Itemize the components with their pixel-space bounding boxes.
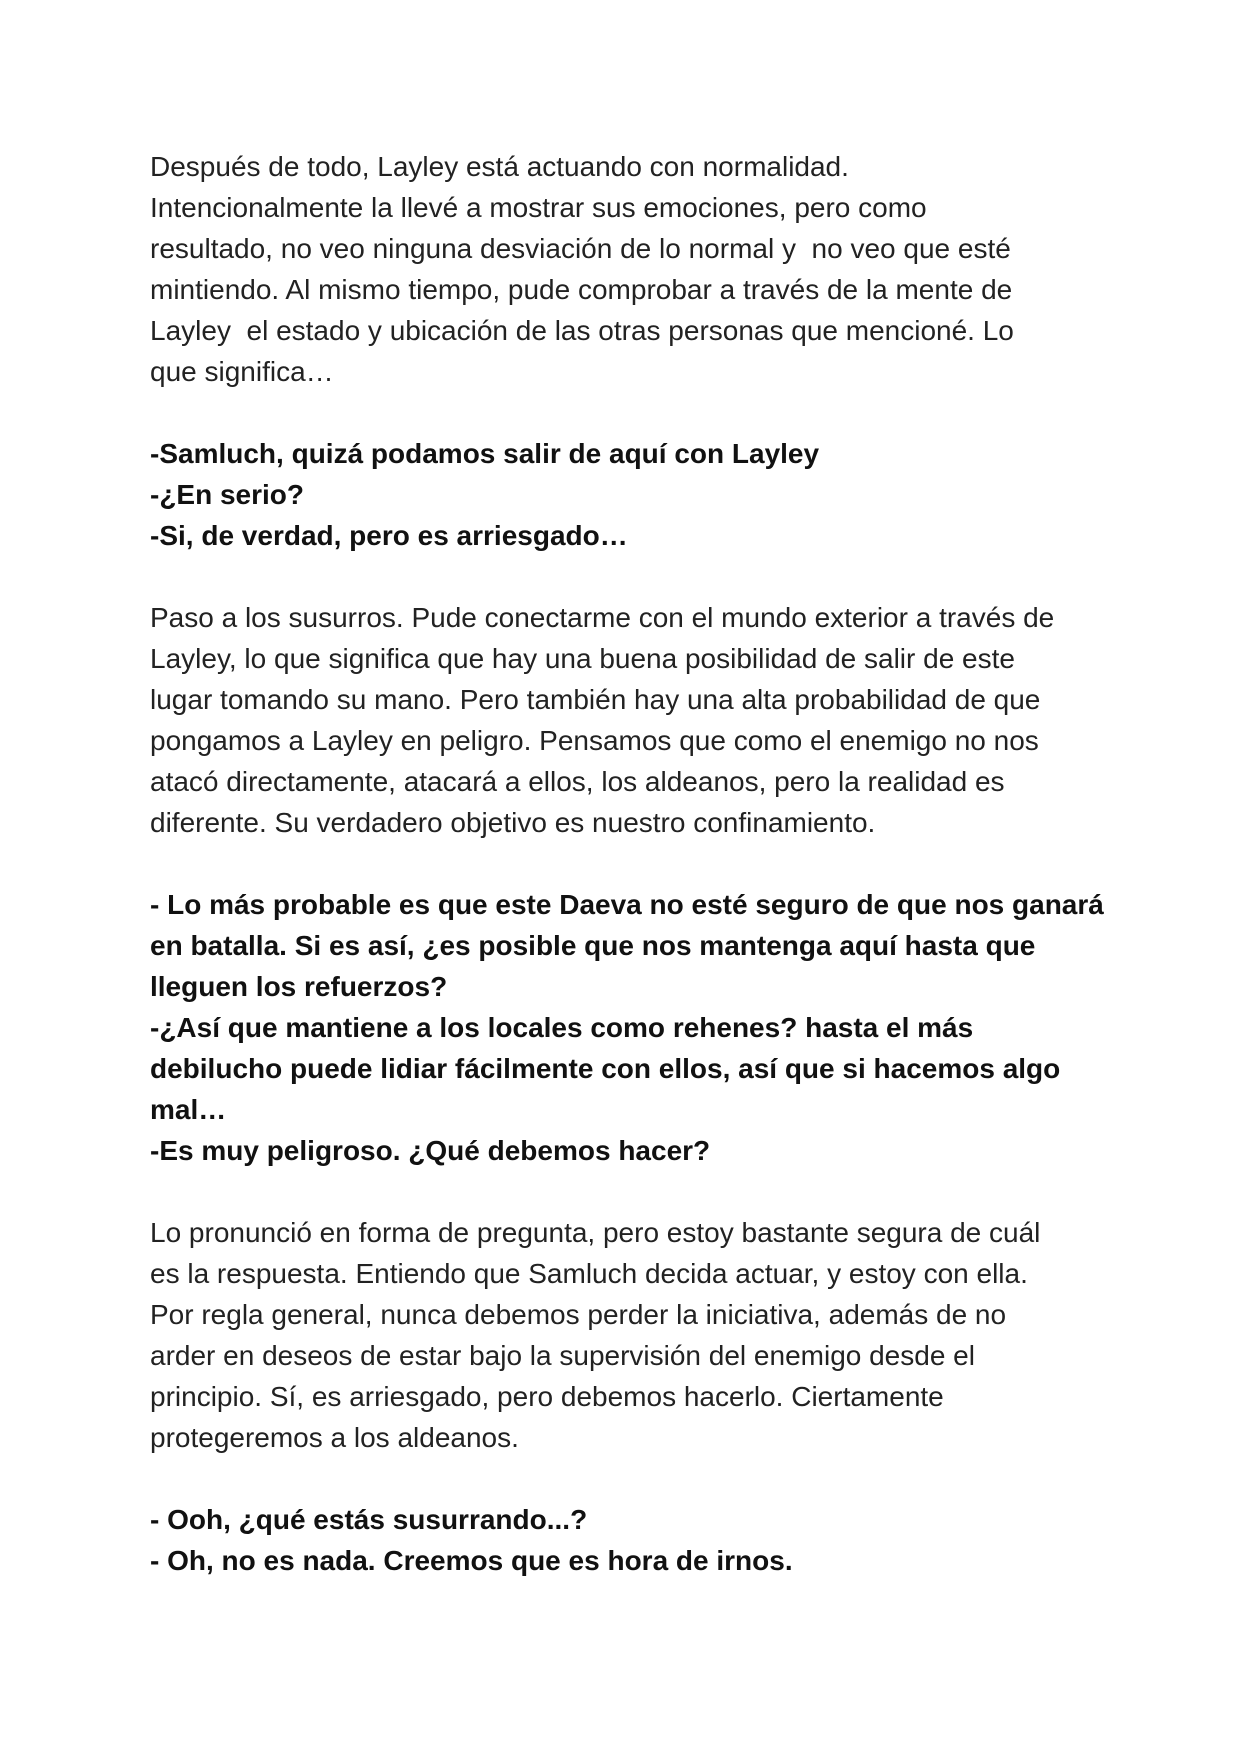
text-line: Layley, lo que significa que hay una buena posibilidad de salir de este: [150, 643, 1015, 674]
dialogue-line: -¿Así que mantiene a los locales como rehenes? hasta el más: [150, 1012, 974, 1043]
text-line: Intencionalmente la llevé a mostrar sus emociones, pero como: [150, 192, 927, 223]
dialogue-line: mal…: [150, 1094, 227, 1125]
text-line: atacó directamente, atacará a ellos, los aldeanos, pero la realidad es: [150, 766, 1005, 797]
text-line: arder en deseos de estar bajo la supervisión del enemigo desde el: [150, 1340, 975, 1371]
dialogue-paragraph: [150, 884, 1110, 1171]
dialogue-line: -Si, de verdad, pero es arriesgado…: [150, 520, 628, 551]
dialogue-line: - Lo más probable es que este Daeva no esté seguro de que nos ganará: [150, 889, 1104, 920]
text-line: es la respuesta. Entiendo que Samluch decida actuar, y estoy con ella.: [150, 1258, 1028, 1289]
text-line: protegeremos a los aldeanos.: [150, 1422, 519, 1453]
text-line: Lo pronunció en forma de pregunta, pero estoy bastante segura de cuál: [150, 1217, 1041, 1248]
text-line: principio. Sí, es arriesgado, pero debemos hacerlo. Ciertamente: [150, 1381, 944, 1412]
text-line: lugar tomando su mano. Pero también hay una alta probabilidad de que: [150, 684, 1041, 715]
dialogue-line: -¿En serio?: [150, 479, 305, 510]
dialogue-line: en batalla. Si es así, ¿es posible que nos mantenga aquí hasta que: [150, 930, 1036, 961]
dialogue-line: -Samluch, quizá podamos salir de aquí con Layley: [150, 438, 820, 469]
text-line: mintiendo. Al mismo tiempo, pude comprobar a través de la mente de: [150, 274, 1013, 305]
text-line: pongamos a Layley en peligro. Pensamos que como el enemigo no nos: [150, 725, 1039, 756]
text-line: diferente. Su verdadero objetivo es nuestro confinamiento.: [150, 807, 876, 838]
dialogue-paragraph: [150, 433, 1110, 556]
dialogue-line: lleguen los refuerzos?: [150, 971, 448, 1002]
narration-paragraph: [150, 1212, 1110, 1458]
text-line: Layley el estado y ubicación de las otras personas que mencioné. Lo: [150, 315, 1014, 346]
text-line: resultado, no veo ninguna desviación de lo normal y no veo que esté: [150, 233, 1011, 264]
dialogue-line: debilucho puede lidiar fácilmente con ellos, así que si hacemos algo: [150, 1053, 1061, 1084]
dialogue-line: -Es muy peligroso. ¿Qué debemos hacer?: [150, 1135, 711, 1166]
text-line: Después de todo, Layley está actuando con normalidad.: [150, 151, 849, 182]
text-line: que significa…: [150, 356, 334, 387]
narration-paragraph: [150, 597, 1110, 843]
dialogue-paragraph: [150, 1499, 1110, 1581]
narration-paragraph: [150, 146, 1110, 392]
dialogue-line: - Ooh, ¿qué estás susurrando...?: [150, 1504, 588, 1535]
document-page: [150, 146, 1110, 1622]
dialogue-line: - Oh, no es nada. Creemos que es hora de irnos.: [150, 1545, 793, 1576]
text-line: Paso a los susurros. Pude conectarme con el mundo exterior a través de: [150, 602, 1055, 633]
text-line: Por regla general, nunca debemos perder la iniciativa, además de no: [150, 1299, 1007, 1330]
